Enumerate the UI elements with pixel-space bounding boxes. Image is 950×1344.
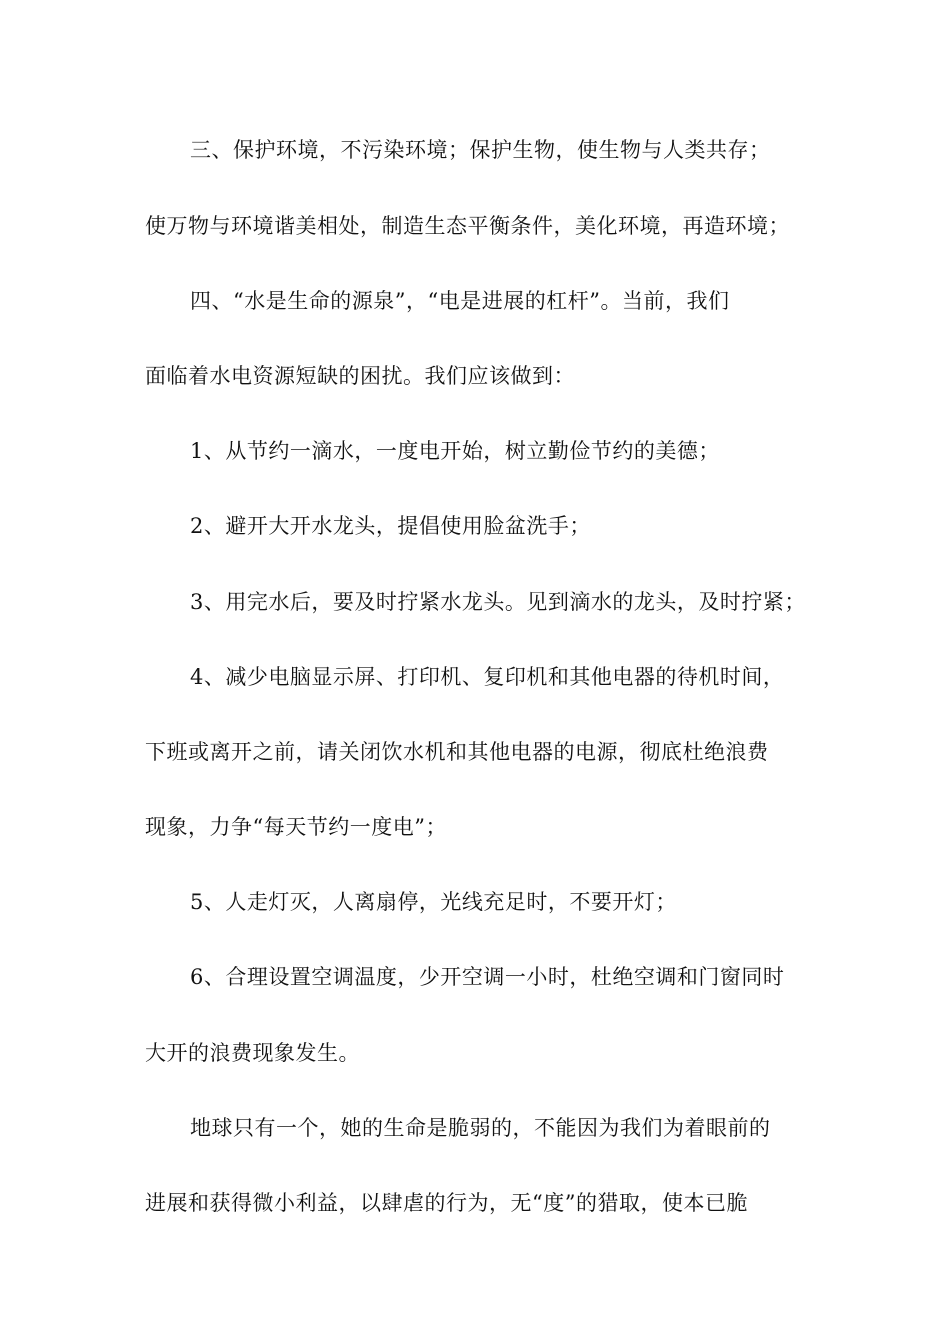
list-item-line: 大开的浪费现象发生。 bbox=[145, 1041, 360, 1065]
paragraph-line: 四、“水是生命的源泉”，“电是进展的杠杆”。当前，我们 bbox=[190, 289, 730, 313]
list-item-line: 现象，力争“每天节约一度电”； bbox=[145, 815, 447, 839]
list-item-line: 2、避开大开水龙头，提倡使用脸盆洗手； bbox=[190, 514, 591, 538]
list-item-line: 3、用完水后，要及时拧紧水龙头。见到滴水的龙头，及时拧紧； bbox=[190, 590, 806, 614]
paragraph-line: 面临着水电资源短缺的困扰。我们应该做到： bbox=[145, 364, 575, 388]
paragraph-line: 使万物与环境谐美相处，制造生态平衡条件，美化环境，再造环境； bbox=[145, 214, 790, 238]
paragraph-line: 地球只有一个，她的生命是脆弱的，不能因为我们为着眼前的 bbox=[190, 1116, 771, 1140]
list-item-line: 5、人走灯灭，人离扇停，光线充足时，不要开灯； bbox=[190, 890, 677, 914]
list-item-line: 1、从节约一滴水，一度电开始，树立勤俭节约的美德； bbox=[190, 439, 720, 463]
list-item-line: 下班或离开之前，请关闭饮水机和其他电器的电源，彻底杜绝浪费 bbox=[145, 740, 769, 764]
paragraph-line: 进展和获得微小利益，以肆虐的行为，无“度”的猎取，使本已脆 bbox=[145, 1191, 748, 1215]
list-item-line: 4、减少电脑显示屏、打印机、复印机和其他电器的待机时间， bbox=[190, 665, 785, 689]
list-item-line: 6、合理设置空调温度，少开空调一小时，杜绝空调和门窗同时 bbox=[190, 965, 785, 989]
paragraph-line: 三、保护环境，不污染环境；保护生物，使生物与人类共存； bbox=[190, 138, 771, 162]
